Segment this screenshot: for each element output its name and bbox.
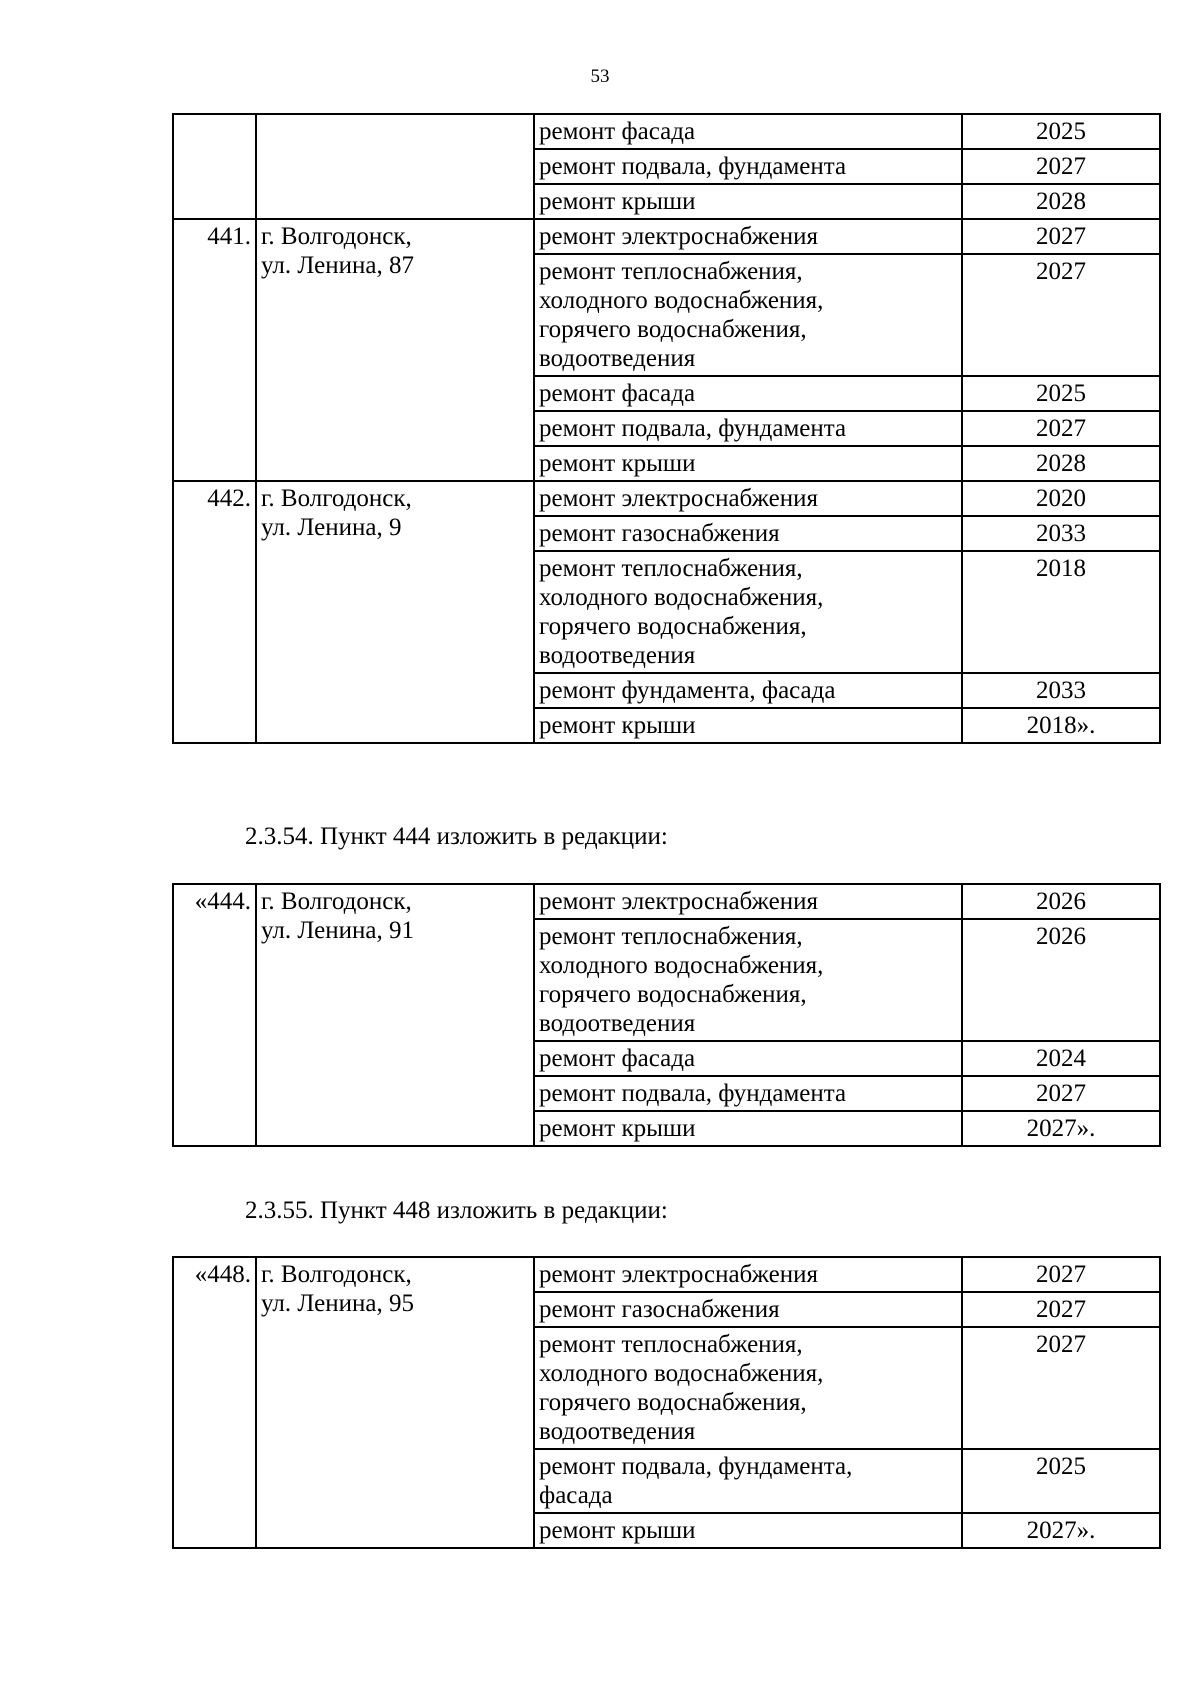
repair-table-448 bbox=[172, 1256, 1161, 1549]
work-type: ремонт крыши bbox=[534, 1513, 962, 1548]
work-type: ремонт подвала, фундамента bbox=[534, 411, 962, 446]
work-type: ремонт теплоснабжения, холодного водоснабжения, горячего водоснабжения, водоотведения bbox=[534, 254, 962, 376]
repair-year: 2025 bbox=[962, 114, 1160, 149]
work-type: ремонт электроснабжения bbox=[534, 884, 962, 919]
work-type: ремонт крыши bbox=[534, 446, 962, 481]
address-line: ул. Ленина, 95 bbox=[261, 1290, 414, 1317]
repair-year: 2027 bbox=[962, 219, 1160, 254]
repair-year: 2025 bbox=[962, 376, 1160, 411]
table-row bbox=[173, 1257, 1160, 1292]
repair-year: 2027 bbox=[962, 411, 1160, 446]
repair-year: 2027». bbox=[962, 1513, 1160, 1548]
work-type: ремонт газоснабжения bbox=[534, 1292, 962, 1327]
work-type: ремонт теплоснабжения, холодного водоснабжения, горячего водоснабжения, водоотведения bbox=[534, 1327, 962, 1449]
work-type: ремонт фасада bbox=[534, 1041, 962, 1076]
table-row bbox=[173, 884, 1160, 919]
repair-year: 2025 bbox=[962, 1449, 1160, 1513]
item-number: «448. bbox=[173, 1257, 256, 1548]
paragraph-2-3-54: 2.3.54. Пункт 444 изложить в редакции: bbox=[245, 823, 668, 850]
repair-table-444 bbox=[172, 883, 1161, 1147]
repair-year: 2027 bbox=[962, 1327, 1160, 1449]
repair-year: 2026 bbox=[962, 884, 1160, 919]
address-cell bbox=[256, 114, 534, 219]
address-line: г. Волгодонск, bbox=[261, 223, 412, 250]
page-number: 53 bbox=[590, 66, 610, 87]
table-row bbox=[173, 481, 1160, 516]
repair-year: 2027 bbox=[962, 1292, 1160, 1327]
repair-year: 2018 bbox=[962, 551, 1160, 673]
work-type: ремонт фасада bbox=[534, 376, 962, 411]
repair-year: 2027 bbox=[962, 1076, 1160, 1111]
work-type: ремонт фасада bbox=[534, 114, 962, 149]
address-cell bbox=[256, 884, 534, 1146]
work-type: ремонт подвала, фундамента bbox=[534, 1076, 962, 1111]
address-line: г. Волгодонск, bbox=[261, 1261, 412, 1288]
address-line: г. Волгодонск, bbox=[261, 888, 412, 915]
repair-table-1 bbox=[172, 113, 1161, 744]
repair-year: 2028 bbox=[962, 446, 1160, 481]
repair-year: 2027 bbox=[962, 254, 1160, 376]
work-type: ремонт теплоснабжения, холодного водоснабжения, горячего водоснабжения, водоотведения bbox=[534, 919, 962, 1041]
address-line: ул. Ленина, 91 bbox=[261, 917, 414, 944]
repair-year: 2028 bbox=[962, 184, 1160, 219]
work-type: ремонт электроснабжения bbox=[534, 219, 962, 254]
work-type: ремонт фундамента, фасада bbox=[534, 673, 962, 708]
repair-year: 2027». bbox=[962, 1111, 1160, 1146]
work-type: ремонт крыши bbox=[534, 708, 962, 743]
work-type: ремонт подвала, фундамента bbox=[534, 149, 962, 184]
item-number: 442. bbox=[173, 481, 256, 743]
work-type: ремонт электроснабжения bbox=[534, 1257, 962, 1292]
work-type: ремонт газоснабжения bbox=[534, 516, 962, 551]
item-number bbox=[173, 114, 256, 219]
repair-year: 2018». bbox=[962, 708, 1160, 743]
table-row bbox=[173, 219, 1160, 254]
address-line: ул. Ленина, 87 bbox=[261, 252, 414, 279]
repair-year: 2024 bbox=[962, 1041, 1160, 1076]
work-type: ремонт крыши bbox=[534, 184, 962, 219]
work-type: ремонт крыши bbox=[534, 1111, 962, 1146]
address-cell bbox=[256, 481, 534, 743]
item-number: 441. bbox=[173, 219, 256, 481]
repair-year: 2027 bbox=[962, 1257, 1160, 1292]
table-row bbox=[173, 114, 1160, 149]
repair-year: 2033 bbox=[962, 516, 1160, 551]
repair-year: 2033 bbox=[962, 673, 1160, 708]
address-cell bbox=[256, 219, 534, 481]
address-line: ул. Ленина, 9 bbox=[261, 514, 402, 541]
address-line: г. Волгодонск, bbox=[261, 485, 412, 512]
work-type: ремонт подвала, фундамента, фасада bbox=[534, 1449, 962, 1513]
paragraph-2-3-55: 2.3.55. Пункт 448 изложить в редакции: bbox=[245, 1197, 668, 1224]
repair-year: 2026 bbox=[962, 919, 1160, 1041]
work-type: ремонт теплоснабжения, холодного водоснабжения, горячего водоснабжения, водоотведения bbox=[534, 551, 962, 673]
work-type: ремонт электроснабжения bbox=[534, 481, 962, 516]
repair-year: 2027 bbox=[962, 149, 1160, 184]
repair-year: 2020 bbox=[962, 481, 1160, 516]
item-number: «444. bbox=[173, 884, 256, 1146]
address-cell bbox=[256, 1257, 534, 1548]
